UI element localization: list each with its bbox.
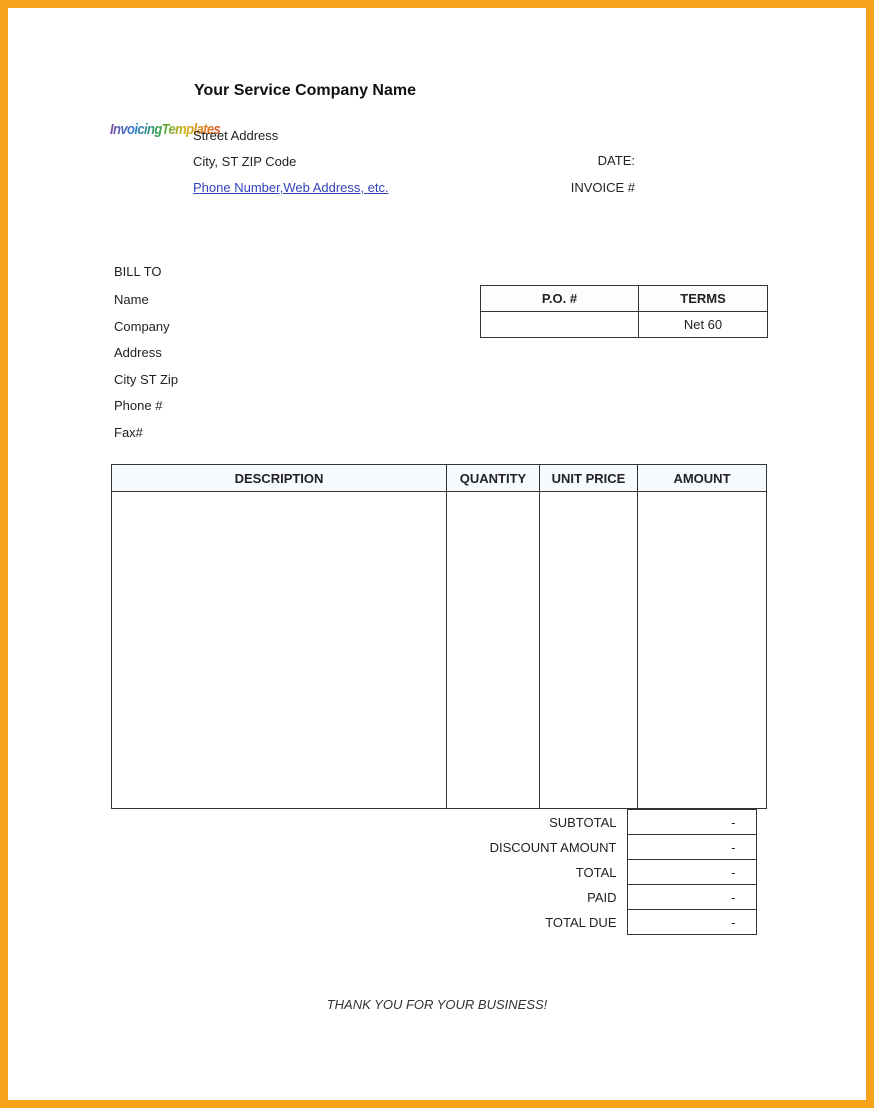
- phone-web-link[interactable]: Phone Number,Web Address, etc.: [193, 180, 389, 195]
- total-due-row: [480, 910, 756, 935]
- bill-to-fax: Fax#: [114, 425, 143, 440]
- terms-value[interactable]: Net 60: [639, 312, 768, 338]
- paid-label: PAID: [587, 889, 617, 905]
- totals-table: [480, 809, 757, 935]
- discount-row: [480, 835, 756, 860]
- bill-to-city-zip: City ST Zip: [114, 372, 179, 387]
- paid-value[interactable]: -: [627, 885, 756, 910]
- paid-row: [480, 885, 756, 910]
- subtotal-row: [480, 810, 756, 835]
- total-label: TOTAL: [575, 864, 617, 880]
- quantity-cell[interactable]: [447, 492, 540, 809]
- total-row: [480, 860, 756, 885]
- line-items-table: [111, 464, 767, 809]
- bill-to-address: Address: [114, 345, 162, 360]
- po-value[interactable]: [481, 312, 639, 338]
- total-value[interactable]: -: [627, 860, 756, 885]
- company-name: Your Service Company Name: [194, 82, 417, 99]
- subtotal-value[interactable]: -: [627, 810, 756, 835]
- discount-value[interactable]: -: [627, 835, 756, 860]
- quantity-header: QUANTITY: [447, 465, 540, 492]
- discount-label: DISCOUNT AMOUNT: [489, 839, 617, 855]
- bill-to-phone: Phone #: [114, 398, 163, 413]
- unit-price-header: UNIT PRICE: [540, 465, 638, 492]
- date-label: DATE:: [597, 153, 635, 168]
- invoice-number-label: INVOICE #: [570, 180, 635, 195]
- description-cell[interactable]: [112, 492, 447, 809]
- po-header: P.O. #: [481, 286, 639, 312]
- thank-you-message: THANK YOU FOR YOUR BUSINESS!: [326, 997, 548, 1012]
- bill-to-name: Name: [114, 292, 149, 307]
- unit-price-cell[interactable]: [540, 492, 638, 809]
- amount-cell[interactable]: [638, 492, 767, 809]
- amount-header: AMOUNT: [638, 465, 767, 492]
- total-due-value[interactable]: -: [627, 910, 756, 935]
- bill-to-company: Company: [114, 319, 170, 334]
- city-zip: City, ST ZIP Code: [193, 154, 297, 169]
- subtotal-label: SUBTOTAL: [549, 814, 617, 830]
- total-due-label: TOTAL DUE: [545, 914, 617, 930]
- po-terms-table: [480, 285, 768, 338]
- street-address: Street Address: [193, 128, 279, 143]
- description-header: DESCRIPTION: [112, 465, 447, 492]
- terms-header: TERMS: [639, 286, 768, 312]
- company-logo: InvoicingTemplates: [110, 120, 221, 138]
- bill-to-title: BILL TO: [114, 264, 162, 279]
